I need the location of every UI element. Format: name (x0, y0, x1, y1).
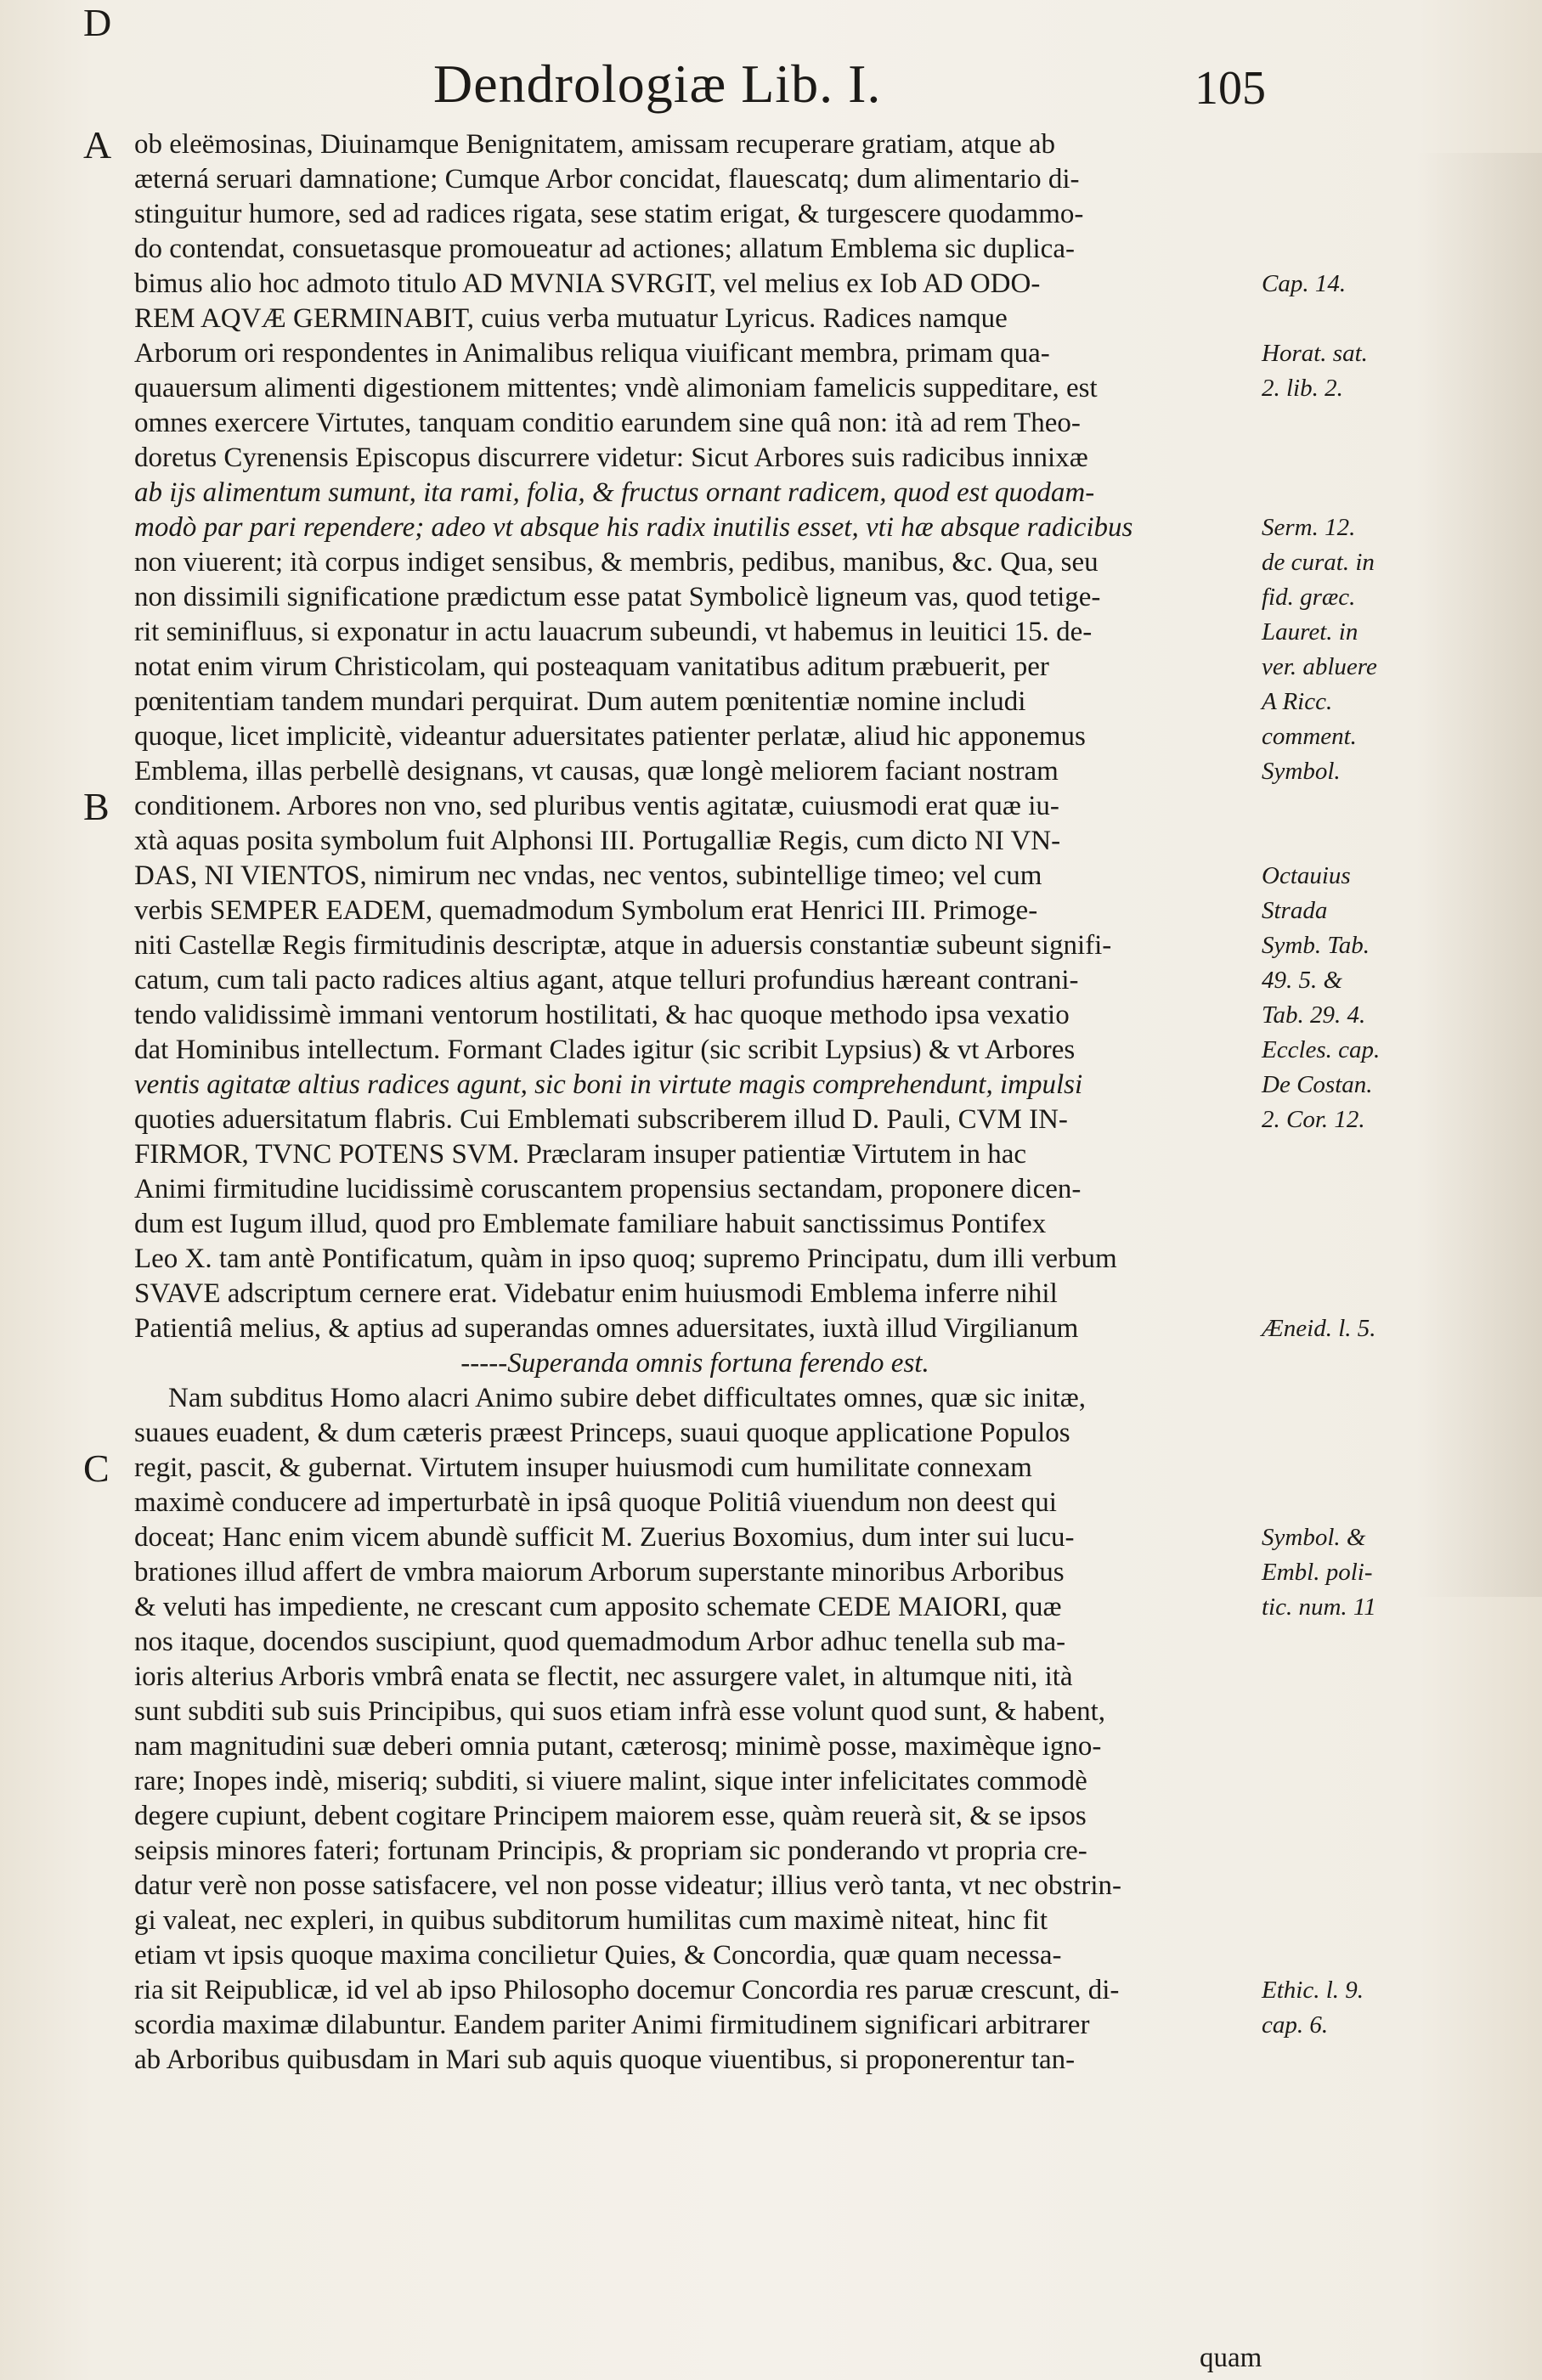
margin-note: Tab. 29. 4. (1262, 1001, 1366, 1029)
text-line: niti Castellæ Regis firmitudinis descriptæ, atque in aduersis constantiæ subeunt signifi- (134, 930, 1112, 961)
margin-note: Serm. 12. (1262, 514, 1356, 541)
text-line: ob eleëmosinas, Diuinamque Benignitatem, amissam recuperare gratiam, atque ab (134, 129, 1056, 160)
text-line: dum est Iugum illud, quod pro Emblemate familiare habuit sanctissimus Pontifex (134, 1209, 1047, 1239)
margin-note: 2. lib. 2. (1262, 375, 1343, 402)
running-header (127, 53, 1266, 138)
text-line: FIRMOR, TVNC POTENS SVM. Præclaram insuper patientiæ Virtutem in hac (134, 1139, 1027, 1170)
margin-note: fid. græc. (1262, 584, 1356, 611)
text-line: suaues euadent, & dum cæteris præest Princeps, suaui quoque applicatione Populos (134, 1418, 1070, 1448)
page-number: 105 (1195, 62, 1266, 115)
text-line: ab Arboribus quibusdam in Mari sub aquis quoque viuentibus, si proponerentur tan- (134, 2044, 1076, 2075)
text-line: rare; Inopes indè, miseriq; subditi, si viuere malint, sique inter infelicitates commodè (134, 1766, 1087, 1796)
text-line: ventis agitatæ altius radices agunt, sic boni in virtute magis comprehendunt, impulsi (134, 1069, 1083, 1100)
text-line: pœnitentiam tandem mundari perquirat. Dum autem pœnitentiæ nomine includi (134, 686, 1026, 717)
text-line: Nam subditus Homo alacri Animo subire debet difficultates omnes, quæ sic initæ, (168, 1383, 1086, 1413)
text-line: datur verè non posse satisfacere, vel non posse videatur; illius verò tanta, vt nec obstrin- (134, 1870, 1121, 1901)
margin-note: cap. 6. (1262, 2011, 1329, 2039)
margin-note: tic. num. 11 (1262, 1593, 1376, 1621)
margin-note: Lauret. in (1262, 618, 1358, 646)
text-line: catum, cum tali pacto radices altius agant, atque telluri profundius hæreant contrani- (134, 965, 1079, 995)
main-text-block (134, 127, 1256, 2078)
text-line: scordia maximæ dilabuntur. Eandem pariter Animi firmitudinem significari arbitrarer (134, 2010, 1090, 2040)
margin-note: Horat. sat. (1262, 340, 1368, 367)
text-line: nos itaque, docendos suscipiunt, quod quemadmodum Arbor adhuc tenella sub ma- (134, 1627, 1066, 1657)
text-line: nam magnitudini suæ deberi omnia putant, cæterosq; minimè posse, maximèque igno- (134, 1731, 1102, 1762)
text-line: brationes illud affert de vmbra maiorum Arborum superstante minoribus Arboribus (134, 1557, 1065, 1588)
margin-note: A Ricc. (1262, 688, 1333, 715)
text-line: Emblema, illas perbellè designans, vt causas, quæ longè meliorem faciant nostram (134, 756, 1059, 787)
text-line: quauersum alimenti digestionem mittentes; vndè alimoniam famelicis suppeditare, est (134, 373, 1098, 403)
section-letter: D (83, 1, 112, 44)
text-line: gi valeat, nec expleri, in quibus subditorum humilitas cum maximè niteat, hinc fit (134, 1905, 1048, 1936)
text-line: doretus Cyrenensis Episcopus discurrere videtur: Sicut Arbores suis radicibus innixæ (134, 443, 1088, 473)
margin-note: Cap. 14. (1262, 270, 1347, 297)
catchword: quam (1200, 2343, 1262, 2373)
margin-note: Symb. Tab. (1262, 932, 1370, 959)
margin-note: 2. Cor. 12. (1262, 1106, 1365, 1133)
text-line: omnes exercere Virtutes, tanquam conditio earundem sine quâ non: ità ad rem Theo- (134, 408, 1081, 438)
text-line: tendo validissimè immani ventorum hostilitati, & hac quoque methodo ipsa vexatio (134, 1000, 1070, 1030)
text-line: maximè conducere ad imperturbatè in ipsâ quoque Politiâ viuendum non deest qui (134, 1487, 1057, 1518)
section-letter: C (83, 1447, 110, 1490)
margin-note: 49. 5. & (1262, 967, 1343, 994)
text-line: SVAVE adscriptum cernere erat. Videbatur enim huiusmodi Emblema inferre nihil (134, 1278, 1058, 1309)
text-line: etiam vt ipsis quoque maxima concilietur Quies, & Concordia, quæ quam necessa- (134, 1940, 1062, 1971)
text-line: ioris alterius Arboris vmbrâ enata se flectit, nec assurgere valet, in altumque niti, ità (134, 1661, 1073, 1692)
margin-note: Embl. poli- (1262, 1559, 1373, 1586)
text-line: Leo X. tam antè Pontificatum, quàm in ipso quoq; supremo Principatu, dum illi verbum (134, 1244, 1117, 1274)
text-line: Animi firmitudine lucidissimè coruscantem propensius sectandam, proponere dicen- (134, 1174, 1082, 1204)
text-line: stinguitur humore, sed ad radices rigata, sese statim erigat, & turgescere quodammo- (134, 199, 1084, 229)
text-line: conditionem. Arbores non vno, sed pluribus ventis agitatæ, cuiusmodi erat quæ iu- (134, 791, 1059, 821)
text-line: Patientiâ melius, & aptius ad superandas omnes aduersitates, iuxtà illud Virgilianum (134, 1313, 1079, 1344)
margin-note: Ethic. l. 9. (1262, 1977, 1364, 2004)
text-line: dat Hominibus intellectum. Formant Clades igitur (sic scribit Lypsius) & vt Arbores (134, 1035, 1076, 1065)
running-title: Dendrologiæ Lib. I. (433, 54, 882, 114)
text-line: non viuerent; ità corpus indiget sensibus, & membris, pedibus, manibus, &c. Qua, seu (134, 547, 1099, 578)
margin-note: Octauius (1262, 862, 1351, 889)
margin-note: Æneid. l. 5. (1262, 1315, 1376, 1342)
page-bleed-shadow (1415, 153, 1542, 1597)
text-line: ab ijs alimentum sumunt, ita rami, folia, & fructus ornant radicem, quod est quodam- (134, 477, 1095, 508)
text-line: do contendat, consuetasque promoueatur ad actiones; allatum Emblema sic duplica- (134, 234, 1075, 264)
text-line: & veluti has impediente, ne crescant cum apposito schemate CEDE MAIORI, quæ (134, 1592, 1062, 1622)
text-line: REM AQVÆ GERMINABIT, cuius verba mutuatur Lyricus. Radices namque (134, 303, 1008, 334)
text-line: regit, pascit, & gubernat. Virtutem insuper huiusmodi cum humilitate connexam (134, 1452, 1032, 1483)
text-line: sunt subditi sub suis Principibus, qui suos etiam infrà esse volunt quod sunt, & habent, (134, 1696, 1106, 1727)
margin-note: Symbol. & (1262, 1524, 1366, 1551)
verse-quote-line: -----Superanda omnis fortuna ferendo est. (460, 1348, 929, 1379)
margin-note: comment. (1262, 723, 1357, 750)
text-line: doceat; Hanc enim vicem abundè sufficit M. Zuerius Boxomius, dum inter sui lucu- (134, 1522, 1075, 1553)
margin-note: ver. abluere (1262, 653, 1377, 680)
margin-note: De Costan. (1262, 1071, 1373, 1098)
text-line: verbis SEMPER EADEM, quemadmodum Symbolum erat Henrici III. Primoge- (134, 895, 1038, 926)
text-line: Arborum ori respondentes in Animalibus reliqua viuificant membra, primam qua- (134, 338, 1050, 369)
text-line: notat enim virum Christicolam, qui posteaquam vanitatibus aditum præbuerit, per (134, 651, 1049, 682)
text-line: rit seminifluus, si exponatur in actu lauacrum subeundi, vt habemus in leuitici 15. de- (134, 617, 1093, 647)
margin-note: Symbol. (1262, 758, 1341, 785)
section-letter: B (83, 785, 110, 828)
margin-note: Eccles. cap. (1262, 1036, 1381, 1063)
section-letter: A (83, 123, 112, 166)
text-line: DAS, NI VIENTOS, nimirum nec vndas, nec ventos, subintellige timeo; vel cum (134, 860, 1042, 891)
text-line: degere cupiunt, debent cogitare Principem maiorem esse, quàm reuerà sit, & se ipsos (134, 1801, 1087, 1831)
text-line: ria sit Reipublicæ, id vel ab ipso Philosopho docemur Concordia res paruæ crescunt, di- (134, 1975, 1120, 2005)
margin-note: de curat. in (1262, 549, 1375, 576)
text-line: æterná seruari damnatione; Cumque Arbor concidat, flauescatq; dum alimentario di- (134, 164, 1080, 195)
text-line: bimus alio hoc admoto titulo AD MVNIA SVRGIT, vel melius ex Iob AD ODO- (134, 268, 1041, 299)
text-line: quoque, licet implicitè, videantur aduersitates patienter perlatæ, aliud hic apponemus (134, 721, 1086, 752)
text-line: seipsis minores fateri; fortunam Principis, & propriam sic ponderando vt propria cre- (134, 1836, 1087, 1866)
text-line: non dissimili significatione prædictum esse patat Symbolicè ligneum vas, quod tetige- (134, 582, 1101, 612)
text-line: xtà aquas posita symbolum fuit Alphonsi III. Portugalliæ Regis, cum dicto NI VN- (134, 826, 1061, 856)
text-line: quoties aduersitatum flabris. Cui Emblemati subscriberem illud D. Pauli, CVM IN- (134, 1104, 1068, 1135)
margin-note: Strada (1262, 897, 1328, 924)
text-line: modò par pari rependere; adeo vt absque his radix inutilis esset, vti hæ absque radicibus (134, 512, 1133, 543)
